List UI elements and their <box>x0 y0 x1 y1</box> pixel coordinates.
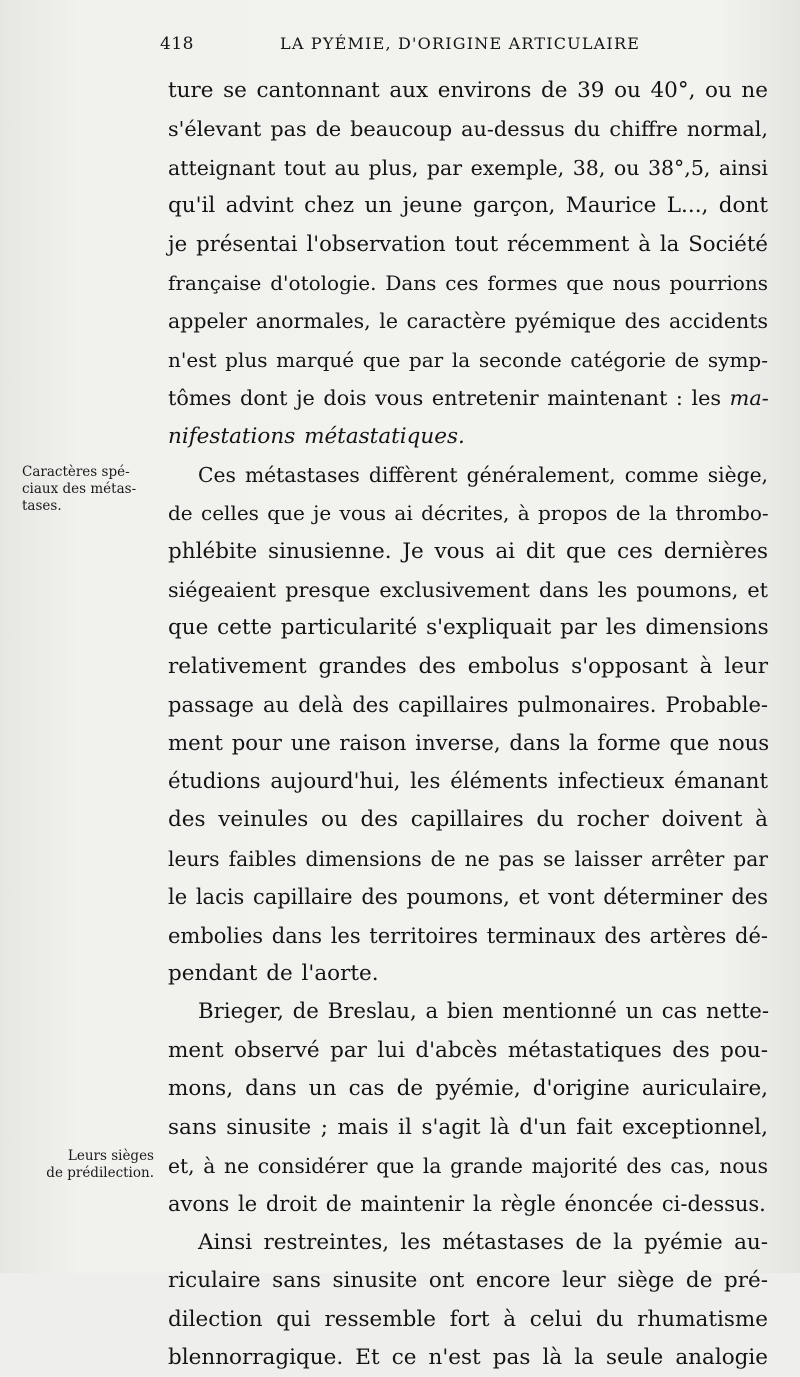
text-line: appeler anormales, le caractère pyémique des accidents <box>168 309 768 334</box>
text-line: blennorragique. Et ce n'est pas là la seule analogie <box>168 1344 768 1370</box>
running-title: LA PYÉMIE, D'ORIGINE ARTICULAIRE <box>280 34 641 53</box>
text-line: relativement grandes des embolus s'opposant à leur <box>168 653 768 679</box>
text-line: riculaire sans sinusite ont encore leur siège de pré- <box>168 1268 768 1294</box>
text-line: dilection qui ressemble fort à celui du rhumatisme <box>168 1306 768 1332</box>
paragraph-start: Brieger, de Breslau, a bien mentionné un cas nette- <box>198 999 770 1025</box>
body-text <box>168 72 768 1377</box>
text-line: avons le droit de maintenir la règle énoncée ci-dessus. <box>168 1192 766 1217</box>
italic-segment: ma- <box>729 386 769 411</box>
text-line: ment pour une raison inverse, dans la forme que nous <box>168 730 770 756</box>
text-line: qu'il advint chez un jeune garçon, Maurice L..., dont <box>168 193 768 219</box>
page-number: 418 <box>160 34 194 54</box>
margin-note-line: tases. <box>22 498 62 514</box>
text-line: le lacis capillaire des poumons, et vont déterminer des <box>168 885 768 910</box>
text-line: étudions aujourd'hui, les éléments infectieux émanant <box>168 769 768 795</box>
text-line: je présentai l'observation tout récemment à la Société <box>168 231 768 257</box>
text-line: des veinules ou des capillaires du rocher doivent à <box>168 807 768 833</box>
text-line: passage au delà des capillaires pulmonaires. Probable- <box>168 693 768 718</box>
text-line: et, à ne considérer que la grande majorité des cas, nous <box>168 1153 768 1178</box>
margin-note-line: de prédilection. <box>46 1165 154 1181</box>
text-line: pendant de l'aorte. <box>168 960 379 986</box>
text-line <box>168 379 768 417</box>
text-line: ture se cantonnant aux environs de 39 ou 40°, ou ne <box>168 78 768 103</box>
text-line: française d'otologie. Dans ces formes que nous pourrions <box>168 270 768 295</box>
text-line: embolies dans les territoires terminaux des artères dé- <box>168 923 768 948</box>
text-line: que cette particularité s'expliquait par les dimensions <box>168 615 769 641</box>
text-segment: tômes dont je dois vous entretenir maintenant : les <box>168 386 730 411</box>
paragraph-start: Ces métastases diffèrent généralement, comme siège, <box>198 462 768 487</box>
margin-note-line: Caractères spé- <box>22 464 130 480</box>
text-line: de celles que je vous ai décrites, à propos de la thrombo- <box>168 501 769 526</box>
margin-note-line: Leurs sièges <box>67 1148 154 1164</box>
text-line: mons, dans un cas de pyémie, d'origine auriculaire, <box>168 1076 768 1102</box>
text-line: siégeaient presque exclusivement dans les poumons, et <box>168 578 768 603</box>
page-header <box>160 34 770 60</box>
text-line: leurs faibles dimensions de ne pas se laisser arrêter par <box>168 846 768 871</box>
italic-segment: nifestations métastatiques. <box>168 423 465 449</box>
text-line: n'est plus marqué que par la seconde catégorie de symp- <box>168 347 768 372</box>
paragraph-start: Ainsi restreintes, les métastases de la pyémie au- <box>198 1229 768 1255</box>
margin-note-predilection <box>20 1148 154 1182</box>
text-line: ment observé par lui d'abcès métastatiques des pou- <box>168 1037 768 1063</box>
text-line: phlébite sinusienne. Je vous ai dit que ces dernières <box>168 538 768 564</box>
text-line <box>168 418 768 456</box>
text-line: sans sinusite ; mais il s'agit là d'un fait exceptionnel, <box>168 1114 768 1140</box>
text-line: s'élevant pas de beaucoup au-dessus du chiffre normal, <box>168 117 768 142</box>
text-line: atteignant tout au plus, par exemple, 38, ou 38°,5, ainsi <box>168 155 768 180</box>
margin-note-line: ciaux des métas- <box>22 481 137 497</box>
margin-note-characteristics <box>22 464 162 515</box>
